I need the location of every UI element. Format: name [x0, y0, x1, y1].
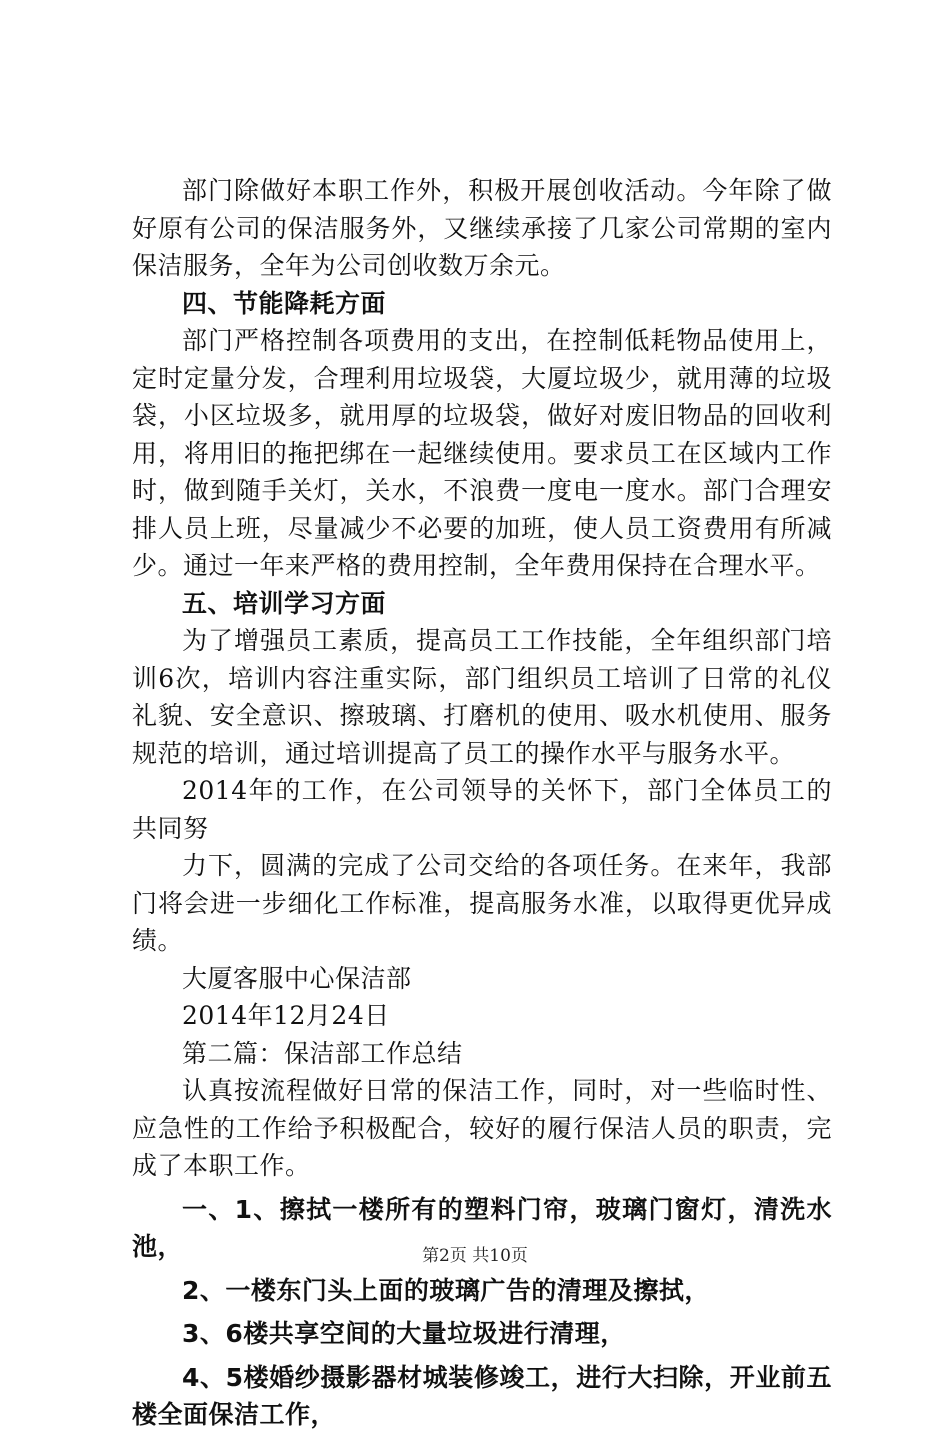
signature-department: 大厦客服中心保洁部	[182, 963, 412, 993]
list-item-1: 一、1、擦拭一楼所有的塑料门帘，玻璃门窗灯，清洗水池，	[132, 1194, 832, 1261]
signature-date: 2014年12月24日	[182, 1001, 390, 1030]
list-item-3: 3、6楼共享空间的大量垃圾进行清理，	[182, 1319, 626, 1348]
paragraph-summary-start: 2014年的工作，在公司领导的关怀下，部门全体员工的共同努	[132, 776, 832, 843]
paragraph-income: 部门除做好本职工作外，积极开展创收活动。今年除了做好原有公司的保洁服务外，又继续承接了几家公司常期的室内保洁服务，全年为公司创收数万余元。	[132, 176, 832, 280]
section-heading-training: 五、培训学习方面	[182, 588, 387, 618]
list-item-4: 4、5楼婚纱摄影器材城装修竣工，进行大扫除，开业前五楼全面保洁工作，	[132, 1362, 832, 1429]
list-item-2: 2、一楼东门头上面的玻璃广告的清理及擦拭，	[182, 1275, 710, 1305]
chapter-title-second: 第二篇：保洁部工作总结	[182, 1038, 463, 1068]
paragraph-training: 为了增强员工素质，提高员工工作技能，全年组织部门培训6次，培训内容注重实际，部门组织员工培训了日常的礼仪礼貌、安全意识、擦玻璃、打磨机的使用、吸水机使用、服务规范的培训，通过培训提高了员工的操作水平与服务水平。	[132, 626, 832, 768]
paragraph-summary-end: 力下，圆满的完成了公司交给的各项任务。在来年，我部门将会进一步细化工作标准，提高服务水准，以取得更优异成绩。	[132, 851, 832, 955]
section-heading-energy-saving: 四、节能降耗方面	[182, 288, 387, 318]
paragraph-cost-control: 部门严格控制各项费用的支出，在控制低耗物品使用上，定时定量分发，合理利用垃圾袋，大厦垃圾少，就用薄的垃圾袋，小区垃圾多，就用厚的垃圾袋，做好对废旧物品的回收利用，将用旧的拖把绑在一起继续使用。要求员工在区域内工作时，做到随手关灯，关水，不浪费一度电一度水。部门合理安排人员上班，尽量减少不必要的加班，使人员工资费用有所减少。通过一年来严格的费用控制，全年费用保持在合理水平。	[132, 326, 832, 580]
page-number-footer: 第2页 共10页	[422, 1246, 528, 1266]
paragraph-daily-work: 认真按流程做好日常的保洁工作，同时，对一些临时性、应急性的工作给予积极配合，较好的履行保洁人员的职责，完成了本职工作。	[132, 1076, 832, 1180]
